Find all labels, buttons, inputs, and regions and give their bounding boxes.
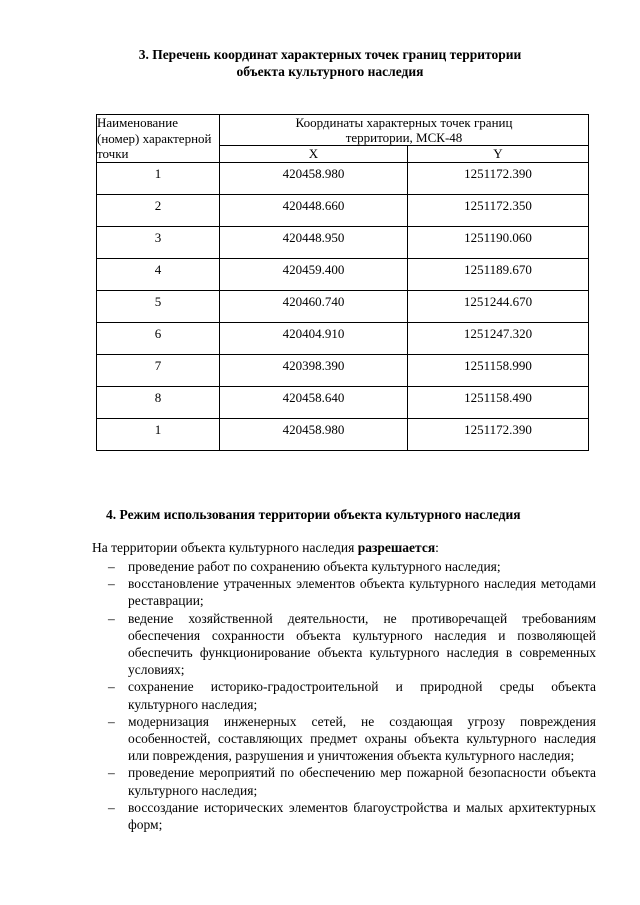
y-cell: 1251158.490 [408,386,589,418]
list-item [108,678,596,712]
table-row [97,162,589,194]
y-cell: 1251172.350 [408,194,589,226]
section-3-heading [60,46,600,80]
table-row [97,226,589,258]
y-cell: 1251189.670 [408,258,589,290]
list-item [108,575,596,609]
table-row [97,322,589,354]
y-cell: 1251158.990 [408,354,589,386]
list-item-text: модернизация инженерных сетей, не создающая угрозу повреждения особенностей, составляющих предмет охраны объекта культурного наследия или повреждения, разрушения и уничтожения объекта культурного наследия; [128,713,596,764]
section-4-intro [92,540,439,556]
intro-text: На территории объекта культурного наследия [92,540,358,555]
x-cell: 420404.910 [220,322,408,354]
table-row [97,258,589,290]
x-cell: 420460.740 [220,290,408,322]
x-cell: 420458.980 [220,162,408,194]
y-cell: 1251247.320 [408,322,589,354]
intro-end: : [435,540,439,555]
list-item-text: восстановление утраченных элементов объекта культурного наследия методами реставрации; [128,576,596,609]
y-cell: 1251172.390 [408,162,589,194]
table-row [97,418,589,450]
bullet-dash: – [108,576,115,592]
list-item [108,764,596,798]
table-row [97,290,589,322]
list-item [108,610,596,679]
x-cell: 420459.400 [220,258,408,290]
section-3-heading-line2: объекта культурного наследия [236,64,424,79]
point-cell: 8 [97,386,220,418]
y-cell: 1251244.670 [408,290,589,322]
list-item-text: воссоздание исторических элементов благоустройства и малых архитектурных форм; [128,799,596,833]
point-cell: 3 [97,226,220,258]
list-item-text: сохранение историко-градостроительной и природной среды объекта культурного наследия; [128,679,596,712]
bullet-dash: – [108,559,115,574]
x-cell: 420458.980 [220,418,408,450]
y-cell: 1251172.390 [408,418,589,450]
list-item-text: проведение работ по сохранению объекта культурного наследия; [128,559,501,574]
x-cell: 420448.660 [220,194,408,226]
list-item-text: ведение хозяйственной деятельности, не противоречащей требованиям обеспечения сохранности объекта культурного наследия и позволяющей обеспечить функционирование объекта культурного наследия в современных условиях; [128,610,596,678]
bullet-dash: – [108,799,115,815]
y-header: Y [408,146,589,162]
table-row [97,386,589,418]
point-cell: 7 [97,354,220,386]
point-cell: 1 [97,418,220,450]
list-item [108,799,596,833]
coordinates-table [96,114,589,451]
point-cell: 1 [97,162,220,194]
y-cell: 1251190.060 [408,226,589,258]
list-item [108,713,596,765]
point-cell: 2 [97,194,220,226]
point-cell: 6 [97,322,220,354]
section-3-heading-line1: 3. Перечень координат характерных точек границ территории [138,47,522,62]
table-row [97,194,589,226]
bullet-dash: – [108,713,115,729]
point-cell: 4 [97,258,220,290]
table-header-row [97,115,589,146]
x-cell: 420458.640 [220,386,408,418]
x-cell: 420398.390 [220,354,408,386]
coordinates-header [220,115,589,146]
bullet-dash: – [108,610,115,626]
intro-bold: разрешается [357,540,436,555]
point-cell: 5 [97,290,220,322]
section-4-heading: 4. Режим использования территории объекта культурного наследия [106,507,521,522]
permitted-activities-list [108,558,596,833]
table-row [97,354,589,386]
list-item-text: проведение мероприятий по обеспечению мер пожарной безопасности объекта культурного наследия; [128,765,596,798]
coordinates-header-text: Координаты характерных точек границ территории, МСК-48 [295,115,513,145]
bullet-dash: – [108,765,115,781]
x-header: X [220,146,408,162]
bullet-dash: – [108,679,115,695]
list-item [108,558,596,575]
point-name-header: Наименование (номер) характерной точки [97,115,220,163]
x-cell: 420448.950 [220,226,408,258]
